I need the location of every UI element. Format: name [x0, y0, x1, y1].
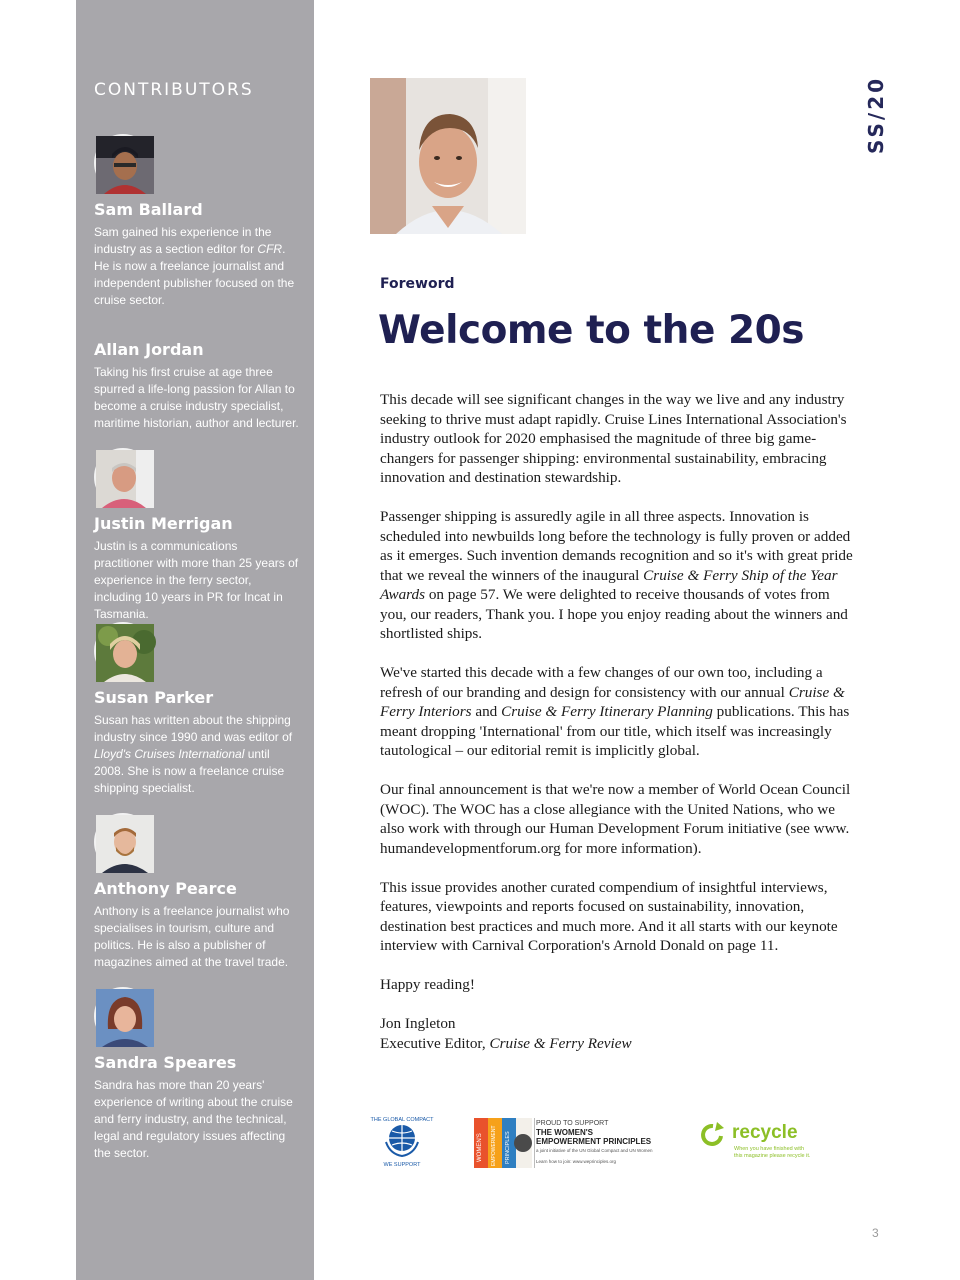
partner-logos — [370, 1112, 838, 1172]
contributor-bio: Anthony is a freelance journalist who specialises in tourism, culture and politics. He is also a publisher of magazines aimed at the travel trade. — [94, 904, 290, 969]
contributor-card — [94, 448, 300, 621]
contributor-name: Allan Jordan — [94, 340, 204, 359]
recycle-word: recycle — [732, 1122, 798, 1143]
contributor-name: Sandra Speares — [94, 1053, 237, 1072]
global-compact-support-text: WE SUPPORT — [383, 1162, 421, 1168]
avatar — [94, 134, 152, 192]
page-number: 3 — [872, 1226, 879, 1240]
recycle-note: this magazine please recycle it. — [734, 1153, 811, 1159]
recycle-note: When you have finished with — [734, 1146, 805, 1152]
weps-vertical-text: WOMEN'S — [477, 1133, 483, 1162]
weps-proud-text: PROUD TO SUPPORT — [536, 1120, 609, 1127]
avatar — [94, 987, 152, 1045]
signature: Jon Ingleton Executive Editor, Cruise & Ferry Review — [380, 1015, 632, 1052]
weps-logo — [474, 1118, 653, 1168]
contributors-heading: CONTRIBUTORS — [94, 80, 254, 100]
weps-sub-text: a joint initiative of the UN Global Compact and UN Women — [536, 1148, 653, 1153]
paragraph: Happy reading! — [380, 976, 475, 993]
avatar — [94, 813, 152, 871]
weps-title-text: EMPOWERMENT PRINCIPLES — [536, 1137, 652, 1146]
global-compact-logo — [371, 1117, 435, 1168]
contributor-bio: Susan has written about the shipping industry since 1990 and was editor of Lloyd's Cruises International until 2008. She is now a freelance cruise shipping specialist. — [94, 713, 293, 795]
contributor-bio: Sam gained his experience in the industry as a section editor for CFR. He is now a freelance journalist and independent publisher focused on the cruise sector. — [94, 225, 295, 307]
contributor-name: Anthony Pearce — [94, 879, 237, 898]
editor-portrait — [370, 78, 526, 234]
weps-title-text: THE WOMEN'S — [536, 1128, 594, 1137]
weps-vertical-text: EMPOWERMENT — [491, 1125, 497, 1166]
signature-publication: Cruise & Ferry Review — [489, 1034, 632, 1052]
contributor-name: Justin Merrigan — [94, 514, 233, 533]
paragraph: Our final announcement is that we're now a member of World Ocean Council (WOC). The WOC has a close allegiance with the United Nations, who we also work with through our Human Development Forum initiative (see www. humandevelopmentforum.org for more information). — [380, 781, 851, 857]
recycle-logo — [703, 1122, 811, 1159]
section-label: Foreword — [380, 276, 455, 292]
contributor-name: Sam Ballard — [94, 200, 203, 219]
contributor-name: Susan Parker — [94, 688, 214, 707]
article-headline: Welcome to the 20s — [378, 308, 804, 353]
avatar — [94, 622, 152, 680]
avatar — [94, 448, 152, 506]
weps-vertical-text: PRINCIPLES — [505, 1131, 511, 1164]
paragraph: This decade will see significant changes in the way we live and any industry seeking to thrive must adapt rapidly. Cruise Lines International Association's industry outlook for 2020 emphasised the magnitude of three big game-changers for passenger shipping: environmental sustainability, embracing innovation and destination stewardship. — [380, 391, 847, 486]
issue-tag: SS/20 — [864, 75, 888, 155]
paragraph: We've started this decade with a few changes of our own too, including a refresh of our branding and design for consistency with our annual Cruise & Ferry Interiors and Cruise & Ferry Itinerary Planning publications. This has meant dropping 'International' from our title, which itself was increasingly tautological – our editorial remit is implicitly global. — [380, 664, 850, 759]
contributor-bio: Justin is a communications practitioner with more than 25 years of experience in the ferry sector, including 10 years in PR for Incat in Tasmania. — [94, 539, 299, 621]
article-body — [380, 390, 856, 1053]
weps-learn-text: Learn how to join: www.weprinciples.org — [536, 1159, 617, 1164]
global-compact-ring-text: THE GLOBAL COMPACT — [370, 1117, 434, 1123]
contributor-card — [94, 987, 300, 1160]
signature-name: Jon Ingleton — [380, 1015, 456, 1032]
contributor-card — [94, 813, 300, 969]
contributor-card — [94, 622, 300, 795]
paragraph: Passenger shipping is assuredly agile in all three aspects. Innovation is scheduled into newbuilds long before the technology is fully proven or added as it emerges. Such invention demands recognition and so it's with great pride that we reveal the winners of the inaugural Cruise & Ferry Ship of the Year Awards on page 57. We were delighted to receive thousands of votes from you, our readers, Thank you. I hope you enjoy reading about the winners and shortlisted ships. — [380, 508, 853, 642]
contributor-bio: Sandra has more than 20 years' experience of writing about the cruise and ferry industry, and the technical, legal and regulatory issues affecting the sector. — [94, 1078, 293, 1160]
contributor-bio: Taking his first cruise at age three spurred a life-long passion for Allan to become a cruise industry specialist, maritime historian, author and lecturer. — [94, 365, 299, 430]
paragraph: This issue provides another curated compendium of insightful interviews, features, viewpoints and reports focused on sustainability, innovation, destination best practices and much more. And it all starts with our keynote interview with Carnival Corporation's Arnold Donald on page 11. — [380, 878, 838, 954]
contributor-card — [94, 134, 300, 307]
